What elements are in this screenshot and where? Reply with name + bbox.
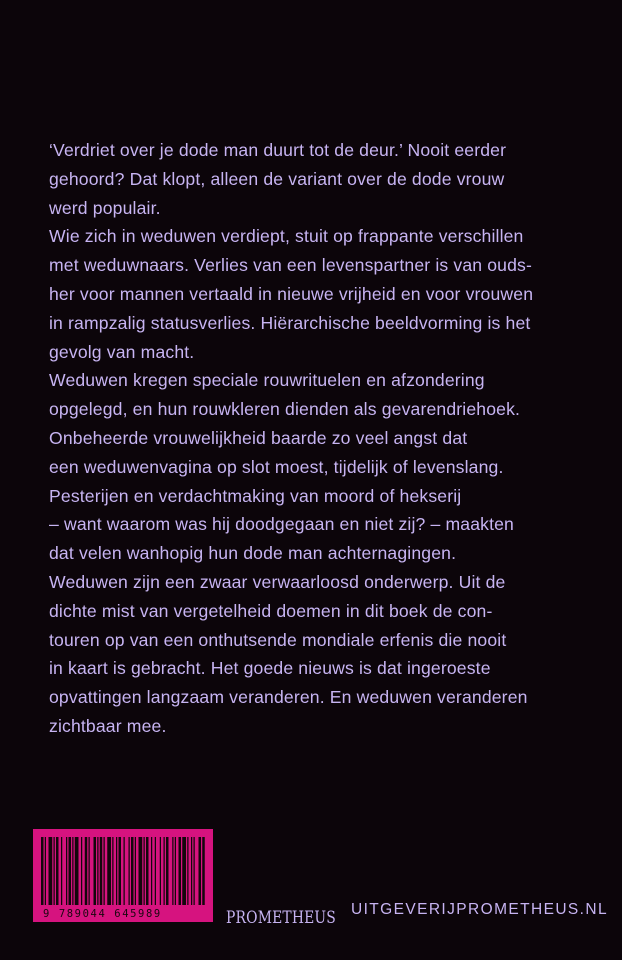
blurb-line: dichte mist van vergetelheid doemen in dit boek de con-: [49, 600, 493, 621]
blurb-line: een weduwenvagina op slot moest, tijdelijk of levenslang.: [49, 456, 504, 477]
barcode-bar: [129, 837, 130, 905]
blurb-line: dat velen wanhopig hun dode man achternagingen.: [49, 543, 457, 564]
barcode-bar: [124, 837, 125, 905]
barcode-bar: [119, 837, 122, 905]
barcode-bar: [66, 837, 67, 905]
barcode-bar: [107, 837, 111, 905]
barcode-bar: [194, 837, 195, 905]
barcode-bar: [175, 837, 176, 905]
barcode-bar: [151, 837, 152, 905]
barcode-digits: 9 789044 645989: [43, 908, 162, 920]
barcode-bar: [49, 837, 53, 905]
barcode-bar: [135, 837, 136, 905]
blurb-text: [49, 136, 589, 741]
barcode-bar: [61, 837, 62, 905]
barcode-bar: [41, 837, 44, 905]
barcode-bar: [179, 837, 182, 905]
barcode-bar: [54, 837, 55, 905]
blurb-line: opgelegd, en hun rouwkleren dienden als gevarendriehoek.: [49, 399, 521, 420]
publisher-logo-text: PROMETHEUS: [226, 908, 336, 928]
barcode-bar: [172, 837, 173, 905]
barcode-bar: [69, 837, 72, 905]
barcode-bar: [89, 837, 90, 905]
isbn-barcode: [33, 829, 213, 922]
blurb-line: zichtbaar mee.: [49, 715, 167, 736]
barcode-bar: [97, 837, 98, 905]
publisher-url[interactable]: UITGEVERIJPROMETHEUS.NL: [351, 901, 608, 918]
blurb-line: Onbeheerde vrouwelijkheid baarde zo veel angst dat: [49, 427, 468, 448]
blurb-line: her voor mannen vertaald in nieuwe vrijheid en voor vrouwen: [49, 283, 534, 304]
blurb-line: in kaart is gebracht. Het goede nieuws is dat ingeroeste: [49, 658, 491, 679]
blurb-line: in rampzalig statusverlies. Hiërarchische beeldvorming is het: [49, 312, 531, 333]
barcode-bar: [187, 837, 188, 905]
barcode-bar: [160, 837, 161, 905]
barcode-bar: [131, 837, 134, 905]
blurb-line: gevolg van macht.: [49, 341, 195, 362]
blurb-line: Pesterijen en verdachtmaking van moord of hekserij: [49, 485, 462, 506]
blurb-line: opvattingen langzaam veranderen. En weduwen veranderen: [49, 687, 528, 708]
blurb-line: met weduwnaars. Verlies van een levenspartner is van ouds-: [49, 255, 533, 276]
barcode-bar: [45, 837, 46, 905]
barcode-bar: [72, 837, 73, 905]
barcode-bar: [199, 837, 202, 905]
barcode-bar: [75, 837, 79, 905]
blurb-line: werd populair.: [49, 197, 161, 218]
barcode-bar: [202, 837, 205, 905]
barcode-bar: [139, 837, 143, 905]
blurb-line: Wie zich in weduwen verdiept, stuit op frappante verschillen: [49, 226, 524, 247]
blurb-line: touren op van een onthutsende mondiale erfenis die nooit: [49, 629, 507, 650]
blurb-line: – want waarom was hij doodgegaan en niet zij? – maakten: [49, 514, 514, 535]
barcode-bar: [85, 837, 88, 905]
barcode-bar: [56, 837, 59, 905]
barcode-bar: [104, 837, 105, 905]
barcode-bar: [112, 837, 113, 905]
barcode-bar: [166, 837, 169, 905]
barcode-bar: [182, 837, 186, 905]
barcode-bar: [100, 837, 103, 905]
barcode-bar: [94, 837, 97, 905]
barcode-bar: [81, 837, 82, 905]
blurb-line: ‘Verdriet over je dode man duurt tot de deur.’ Nooit eerder: [49, 140, 507, 160]
publisher-logo: [226, 896, 338, 936]
barcode-bar: [155, 837, 156, 905]
barcode-bar: [191, 837, 192, 905]
barcode-bar: [116, 837, 117, 905]
barcode-bar: [146, 837, 149, 905]
barcode-bar: [164, 837, 165, 905]
blurb-line: Weduwen zijn een zwaar verwaarloosd onderwerp. Uit de: [49, 571, 506, 592]
blurb-line: gehoord? Dat klopt, alleen de variant over de dode vrouw: [49, 168, 505, 189]
barcode-bar: [144, 837, 145, 905]
blurb-line: Weduwen kregen speciale rouwrituelen en afzondering: [49, 370, 485, 391]
